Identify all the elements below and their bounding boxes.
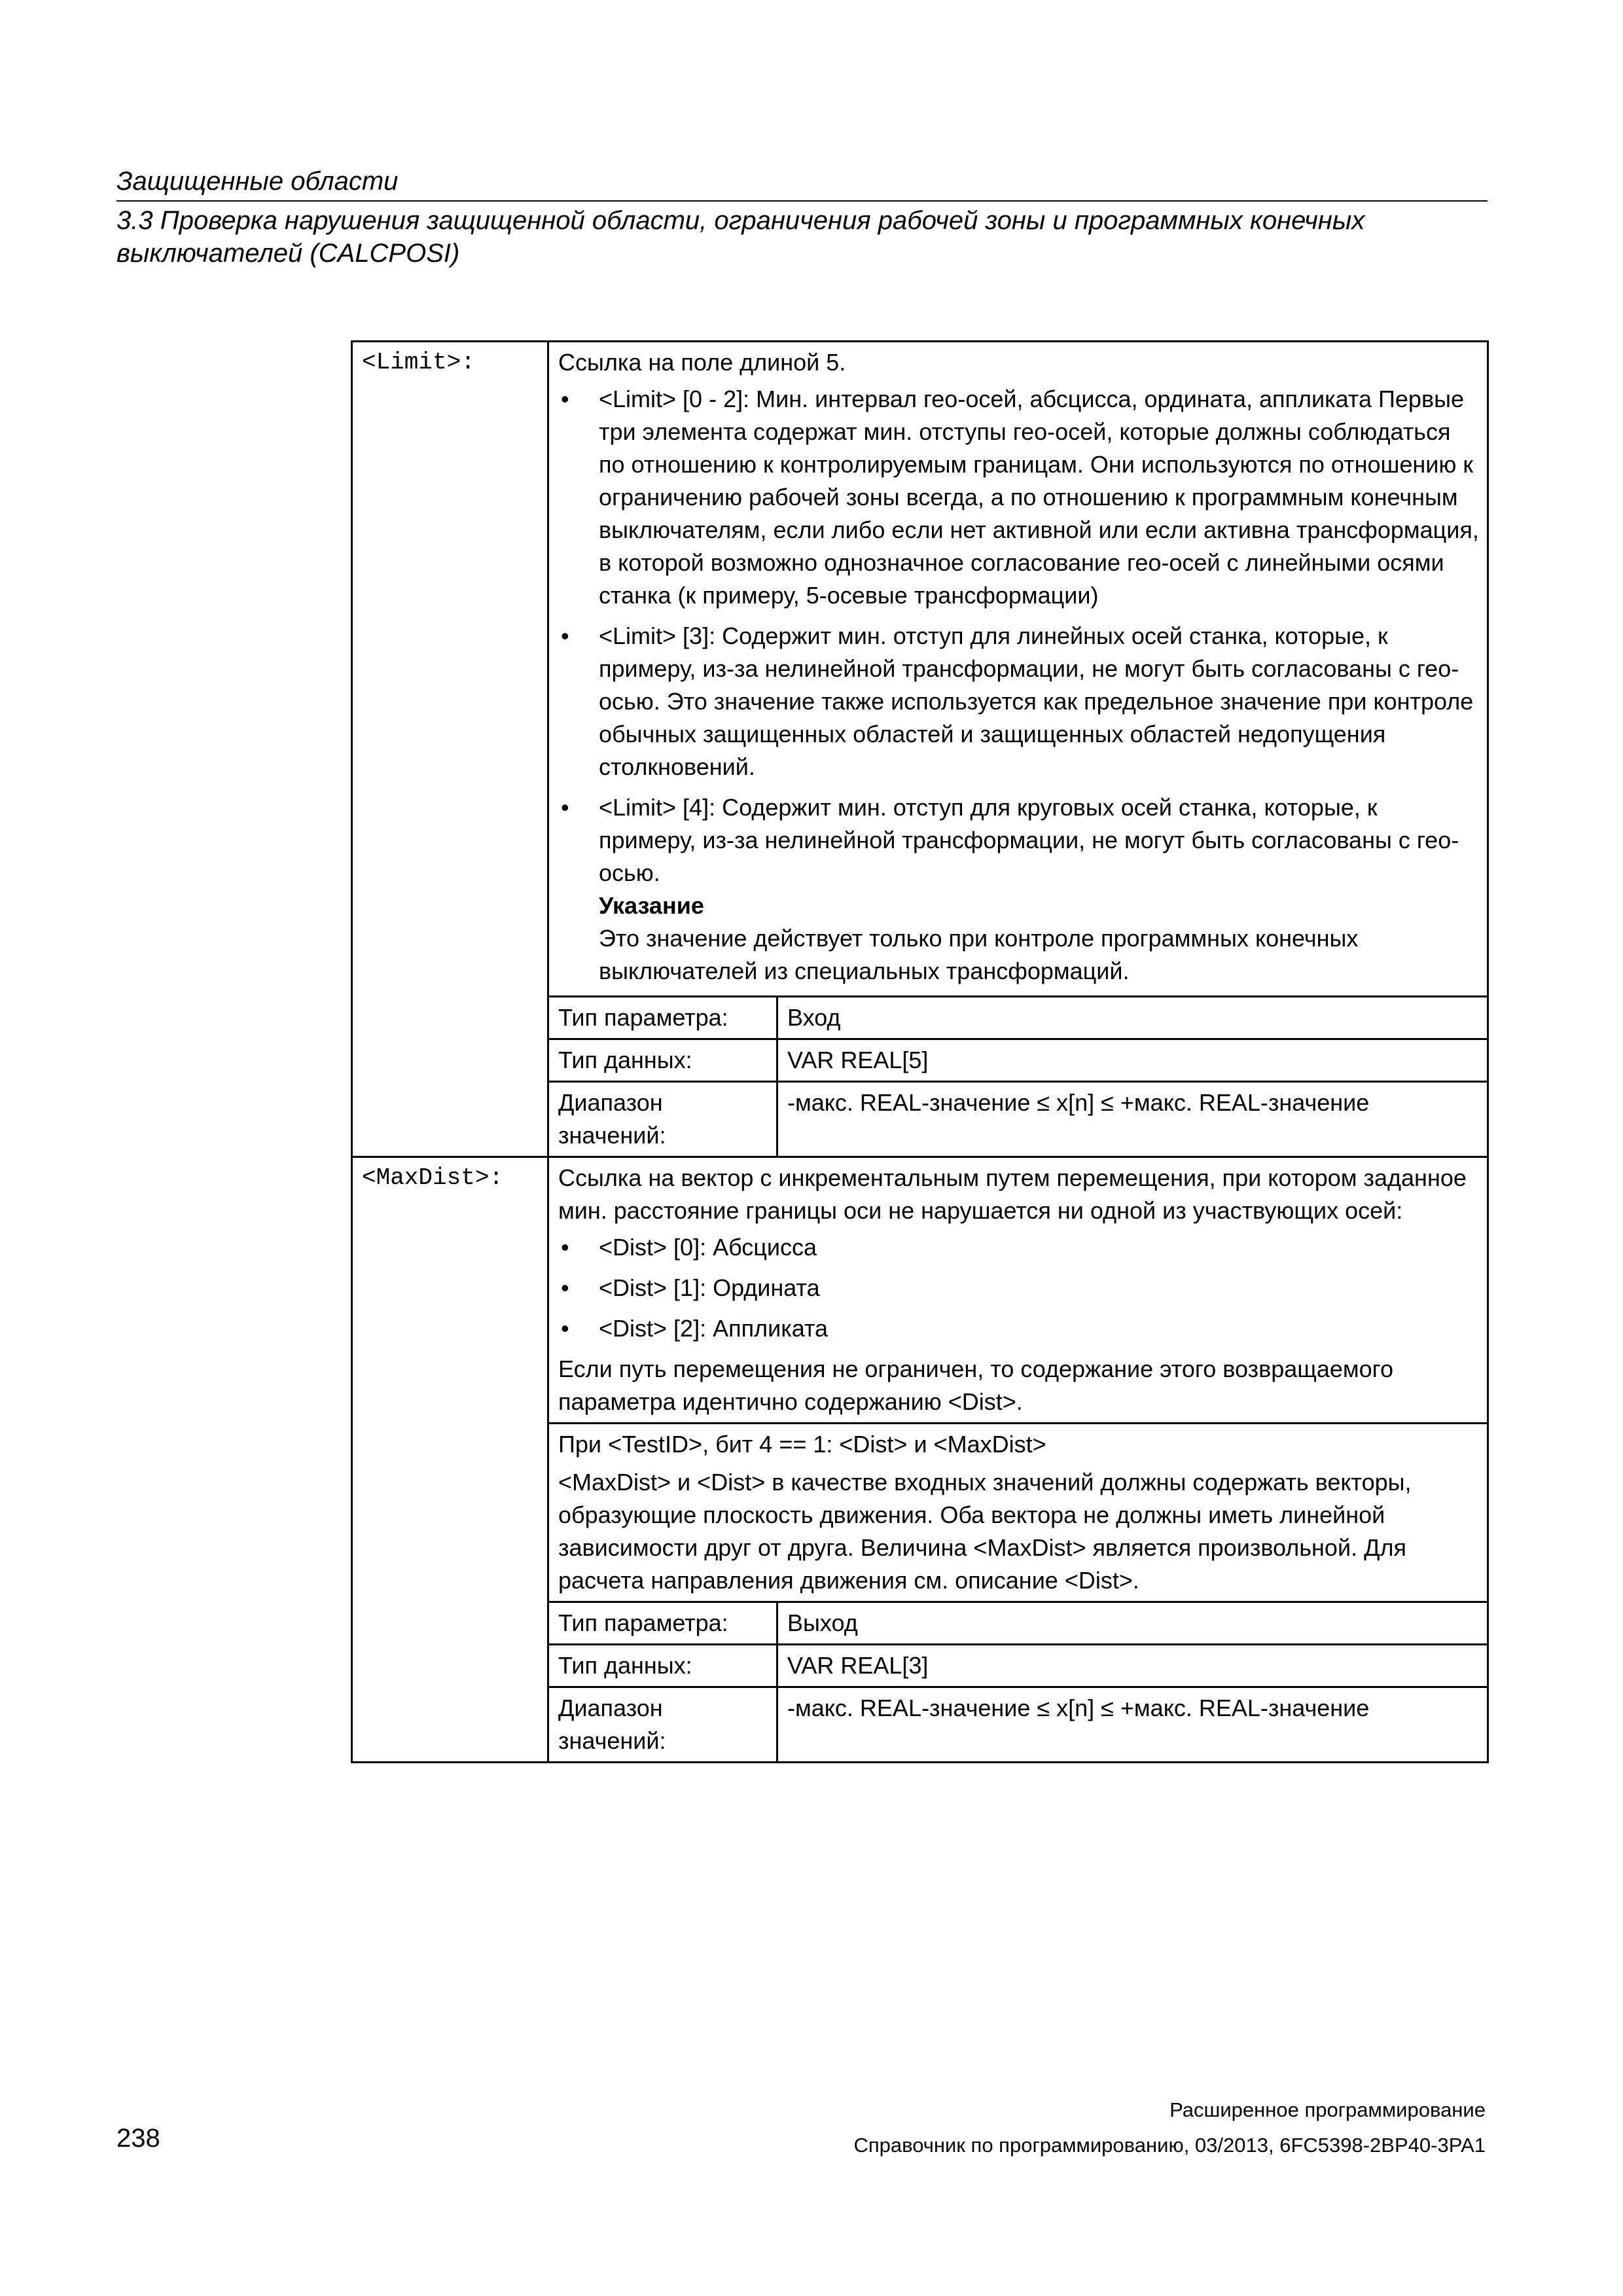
- param-maxdist-outro: Если путь перемещения не ограничен, то содержание этого возвращаемого параметра идентично содержанию <Dist>.: [558, 1355, 1394, 1415]
- prop-label: Диапазон значений:: [548, 1687, 777, 1763]
- prop-value: -макс. REAL-значение ≤ x[n] ≤ +макс. REAL-значение: [777, 1687, 1488, 1763]
- note-title: Указание: [599, 892, 704, 919]
- param-name-maxdist: <MaxDist>:: [352, 1157, 548, 1763]
- testid-text: <MaxDist> и <Dist> в качестве входных значений должны содержать векторы, образующие плоскость движения. Оба вектора не должны иметь линейной зависимости друг от друга. Величина <MaxDist> является произвольной. Для расчета направления движения см. описание <Dist>.: [558, 1469, 1412, 1594]
- prop-value: Выход: [777, 1602, 1488, 1645]
- prop-value: Вход: [777, 997, 1488, 1039]
- list-item: • <Dist> [0]: Абсцисса: [558, 1231, 1479, 1264]
- testid-title: При <TestID>, бит 4 == 1: <Dist> и <MaxDist>: [558, 1431, 1046, 1458]
- param-limit-description-row: [352, 342, 1488, 997]
- list-item: [558, 791, 1479, 988]
- prop-label: Диапазон значений:: [548, 1082, 777, 1157]
- prop-value: VAR REAL[3]: [777, 1645, 1488, 1687]
- param-limit-bullets: [558, 383, 1479, 988]
- section-title: Защищенные области: [116, 167, 399, 196]
- param-maxdist-description: [548, 1157, 1488, 1424]
- prop-value: -макс. REAL-значение ≤ x[n] ≤ +макс. REAL-значение: [777, 1082, 1488, 1157]
- prop-label: Тип данных:: [548, 1645, 777, 1687]
- list-item: • <Limit> [0 - 2]: Мин. интервал гео-осей, абсцисса, ордината, аппликата Первые три элемента содержат мин. отступы гео-осей, которые должны соблюдаться по отношению к контролируемым границам. Они используются по отношению к ограничению рабочей зоны всегда, а по отношению к программным конечным выключателям, если либо если нет активной или если активна трансформация, в которой возможно однозначное согласование гео-осей с линейными осями станка (к примеру, 5-осевые трансформации): [558, 383, 1479, 612]
- prop-label: Тип параметра:: [548, 1602, 777, 1645]
- subsection-title: 3.3 Проверка нарушения защищенной области, ограничения рабочей зоны и программных конечных выключателей (CALCPOSI): [116, 206, 1365, 268]
- param-limit-intro: Ссылка на поле длиной 5.: [558, 349, 846, 376]
- list-item: • <Dist> [2]: Аппликата: [558, 1312, 1479, 1345]
- param-limit-description: [548, 342, 1488, 997]
- prop-label: Тип данных:: [548, 1039, 777, 1082]
- list-item-text: <Limit> [4]: Содержит мин. отступ для круговых осей станка, которые, к примеру, из-за нелинейной трансформации, не могут быть согласованы с гео-осью.: [599, 794, 1459, 886]
- parameter-table: [351, 340, 1489, 1763]
- list-item: • <Dist> [1]: Ордината: [558, 1272, 1479, 1304]
- footer-book-title: Расширенное программирование: [1169, 2098, 1486, 2121]
- param-name-limit: <Limit>:: [352, 342, 548, 1157]
- header-rule: [116, 200, 1488, 202]
- param-maxdist-description-row: [352, 1157, 1488, 1424]
- prop-label: Тип параметра:: [548, 997, 777, 1039]
- list-item: • <Limit> [3]: Содержит мин. отступ для линейных осей станка, которые, к примеру, из-за нелинейной трансформации, не могут быть согласованы с гео-осью. Это значение также используется как предельное значение при контроле обычных защищенных областей и защищенных областей недопущения столкновений.: [558, 620, 1479, 783]
- page-number: 238: [116, 2124, 160, 2153]
- param-maxdist-intro: Ссылка на вектор с инкрементальным путем перемещения, при котором заданное мин. расстояние границы оси не нарушается ни одной из участвующих осей:: [558, 1164, 1467, 1224]
- prop-value: VAR REAL[5]: [777, 1039, 1488, 1082]
- note-text: Это значение действует только при контроле программных конечных выключателей из специальных трансформаций.: [599, 925, 1359, 984]
- param-maxdist-testid: [548, 1424, 1488, 1602]
- param-maxdist-bullets: [558, 1231, 1479, 1345]
- footer-edition: Справочник по программированию, 03/2013, 6FC5398-2BP40-3PA1: [853, 2134, 1486, 2157]
